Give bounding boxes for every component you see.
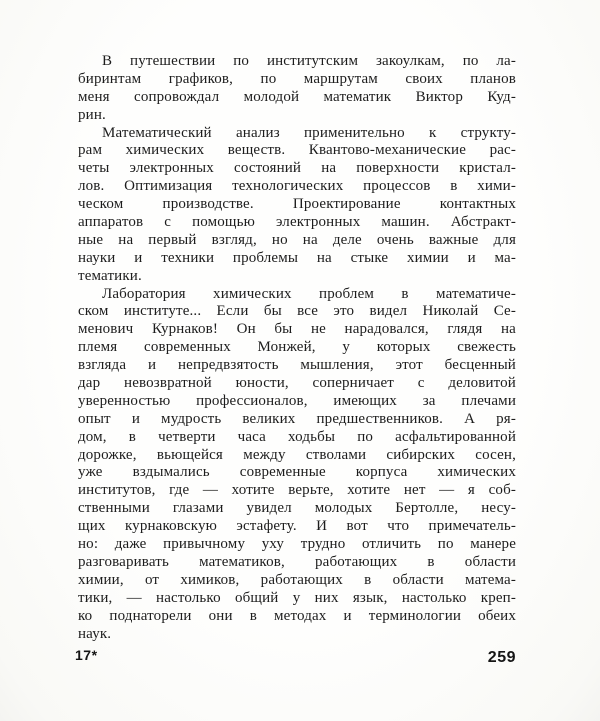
text-line: науки и техники проблемы на стыке химии и ма-	[78, 249, 516, 266]
text-line: взгляда и непредвзятость мышления, этот бесценный	[78, 357, 516, 374]
text-line: Математический анализ применительно к структу-	[102, 124, 516, 141]
page-footer	[0, 645, 600, 671]
text-line: ные на первый взгляд, но на деле очень важные для	[78, 231, 516, 248]
text-line: тики, — настолько общий у них язык, настолько креп-	[78, 589, 516, 606]
paragraph	[78, 286, 516, 644]
text-line: биринтам графиков, по маршрутам своих планов	[78, 70, 516, 87]
paragraph	[78, 125, 516, 286]
page-number: 259	[487, 649, 516, 666]
text-line: ственными глазами увидел молодых Бертолле, несу-	[78, 500, 516, 517]
text-line: дорожке, вьющейся между стволами сибирских сосен,	[78, 446, 516, 463]
text-line: дар невозвратной юности, соперничает с деловитой	[78, 375, 516, 392]
text-line: аппаратов с помощью электронных машин. Абстракт-	[78, 214, 516, 231]
text-line: ском институте... Если бы все это видел Николай Се-	[78, 303, 516, 320]
text-line: институтов, где — хотите верьте, хотите нет — я соб-	[78, 482, 516, 499]
text-line: разговаривать математиков, работающих в области	[78, 553, 516, 570]
text-line: В путешествии по институтским закоулкам, по ла-	[102, 53, 516, 69]
text-line: наук.	[78, 625, 112, 642]
text-line: племя современных Монжей, у которых свежесть	[78, 339, 516, 356]
text-line: рин.	[78, 106, 106, 123]
text-line: меня сопровождал молодой математик Виктор Куд-	[78, 88, 516, 105]
text-line: тематики.	[78, 267, 142, 284]
text-line: менович Курнаков! Он бы не нарадовался, глядя на	[78, 321, 516, 338]
text-line: четы электронных состояний на поверхности кристал-	[78, 160, 516, 177]
text-line: рам химических веществ. Квантово-механические рас-	[78, 142, 516, 159]
body-text	[78, 53, 516, 643]
text-line: дом, в четверти часа ходьбы по асфальтированной	[78, 428, 516, 445]
text-line: щих курнаковскую эстафету. И вот что примечатель-	[78, 518, 516, 535]
text-line: ко поднаторели они в методах и терминологии обеих	[78, 607, 516, 624]
signature-mark: 17*	[75, 647, 98, 663]
paragraph	[78, 53, 516, 125]
text-line: уже вздымались современные корпуса химических	[78, 464, 516, 481]
text-line: но: даже привычному уху трудно отличить по манере	[78, 536, 516, 553]
text-line: Лаборатория химических проблем в математиче-	[102, 285, 516, 302]
text-line: ческом производстве. Проектирование контактных	[78, 196, 516, 213]
text-line: химии, от химиков, работающих в области матема-	[78, 571, 516, 588]
text-line: уверенностью профессионалов, имеющих за плечами	[78, 392, 516, 409]
text-line: лов. Оптимизация технологических процессов в хими-	[78, 178, 516, 195]
text-line: опыт и мудрость великих предшественников. А ря-	[78, 410, 516, 427]
